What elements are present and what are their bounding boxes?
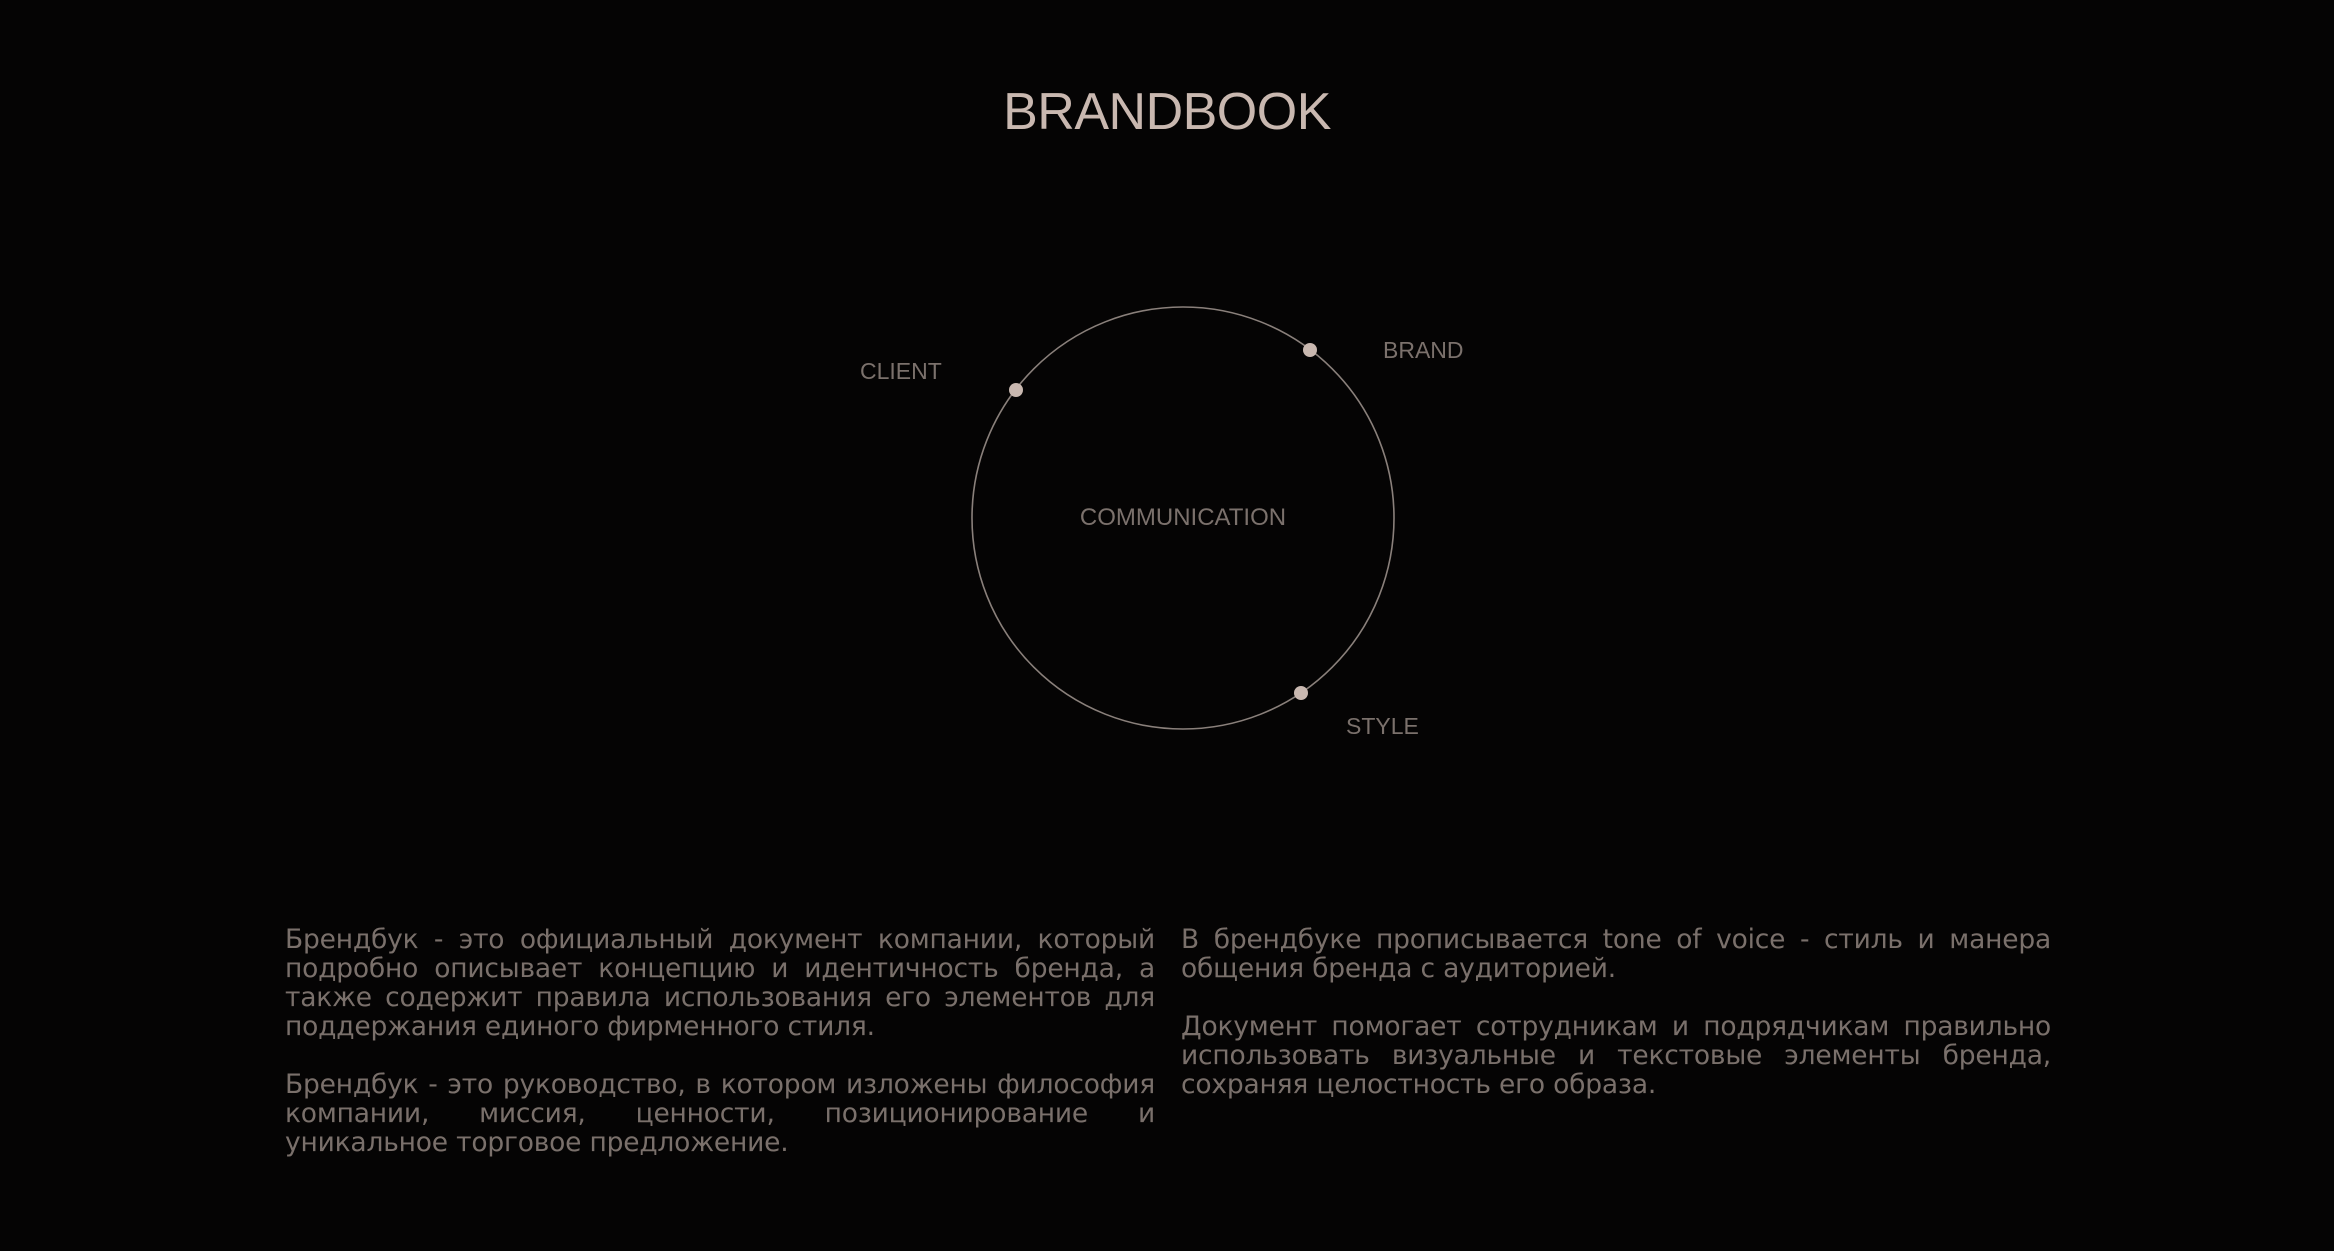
paragraph: Брендбук - это руководство, в котором изложены философия компании, миссия, ценности, позиционирование и уникальное торговое предложение. bbox=[285, 1069, 1155, 1158]
client-dot bbox=[1009, 383, 1023, 397]
paragraph: В брендбуке прописывается tone of voice - стиль и манера общения бренда с аудиторией. bbox=[1181, 924, 2051, 984]
style-dot bbox=[1294, 686, 1308, 700]
brand-label: BRAND bbox=[1383, 337, 1464, 363]
paragraph: Брендбук - это официальный документ компании, который подробно описывает концепцию и идентичность бренда, а также содержит правила использования его элементов для поддержания единого фирменного стиля. bbox=[285, 924, 1155, 1042]
description-left bbox=[285, 925, 1155, 1186]
style-label: STYLE bbox=[1346, 713, 1419, 739]
paragraph: Документ помогает сотрудникам и подрядчикам правильно использовать визуальные и текстовые элементы бренда, сохраняя целостность его образа. bbox=[1181, 1011, 2051, 1100]
client-label: CLIENT bbox=[860, 358, 942, 384]
description-right bbox=[1181, 925, 2051, 1128]
brand-dot bbox=[1303, 343, 1317, 357]
page-title: BRANDBOOK bbox=[1003, 83, 1331, 141]
center-label: COMMUNICATION bbox=[1079, 504, 1287, 531]
